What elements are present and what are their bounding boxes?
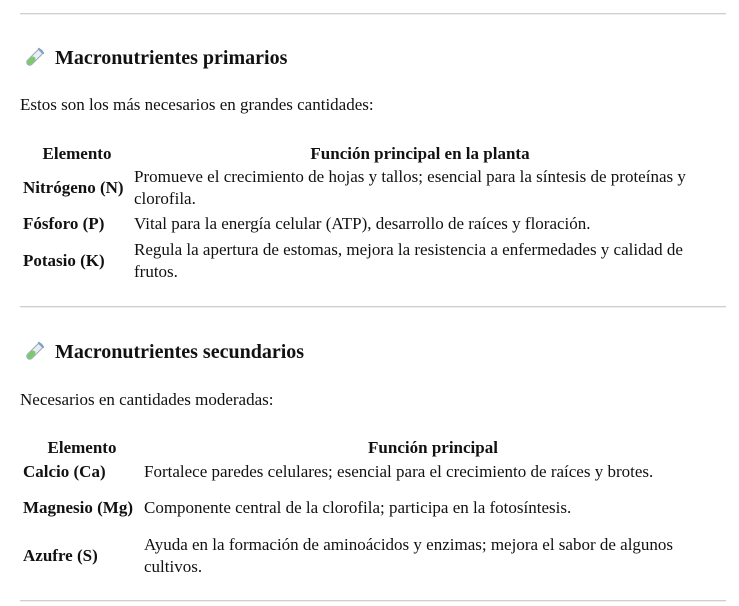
table-row	[20, 531, 722, 581]
function-cell: Regula la apertura de estomas, mejora la resistencia a enfermedades y calidad de frutos.	[134, 240, 683, 281]
element-cell: Potasio (K)	[23, 251, 105, 270]
table-row	[20, 211, 706, 237]
table-row	[20, 459, 722, 485]
test-tube-icon	[22, 340, 46, 364]
nutrient-table	[20, 437, 722, 581]
column-header: Elemento	[47, 438, 117, 457]
table-row	[20, 165, 706, 211]
function-cell: Vital para la energía celular (ATP), desarrollo de raíces y floración.	[134, 214, 591, 233]
table-row	[20, 237, 706, 285]
table-header-row	[20, 437, 722, 459]
function-cell: Promueve el crecimiento de hojas y tallos; esencial para la síntesis de proteínas y clorofila.	[134, 167, 686, 208]
element-cell: Magnesio (Mg)	[23, 498, 134, 517]
section-intro: Necesarios en cantidades moderadas:	[20, 390, 274, 409]
divider	[20, 13, 726, 15]
element-cell: Nitrógeno (N)	[23, 178, 124, 197]
section-title-text: Macronutrientes primarios	[55, 46, 288, 69]
divider	[20, 306, 726, 308]
section-title	[22, 44, 287, 72]
element-cell: Calcio (Ca)	[23, 462, 106, 481]
column-header: Función principal en la planta	[310, 144, 530, 163]
test-tube-icon	[22, 46, 46, 70]
section-title	[22, 338, 304, 366]
element-cell: Fósforo (P)	[23, 214, 105, 233]
section-intro: Estos son los más necesarios en grandes cantidades:	[20, 95, 374, 114]
function-cell: Fortalece paredes celulares; esencial para el crecimiento de raíces y brotes.	[144, 462, 654, 481]
table-row	[20, 485, 722, 531]
divider	[20, 600, 726, 602]
column-header: Elemento	[42, 144, 112, 163]
function-cell: Ayuda en la formación de aminoácidos y enzimas; mejora el sabor de algunos cultivos.	[144, 535, 674, 576]
nutrient-table	[20, 143, 706, 285]
section-title-text: Macronutrientes secundarios	[55, 340, 305, 363]
column-header: Función principal	[368, 438, 498, 457]
function-cell: Componente central de la clorofila; participa en la fotosíntesis.	[144, 498, 572, 517]
element-cell: Azufre (S)	[23, 546, 98, 565]
table-header-row	[20, 143, 706, 165]
